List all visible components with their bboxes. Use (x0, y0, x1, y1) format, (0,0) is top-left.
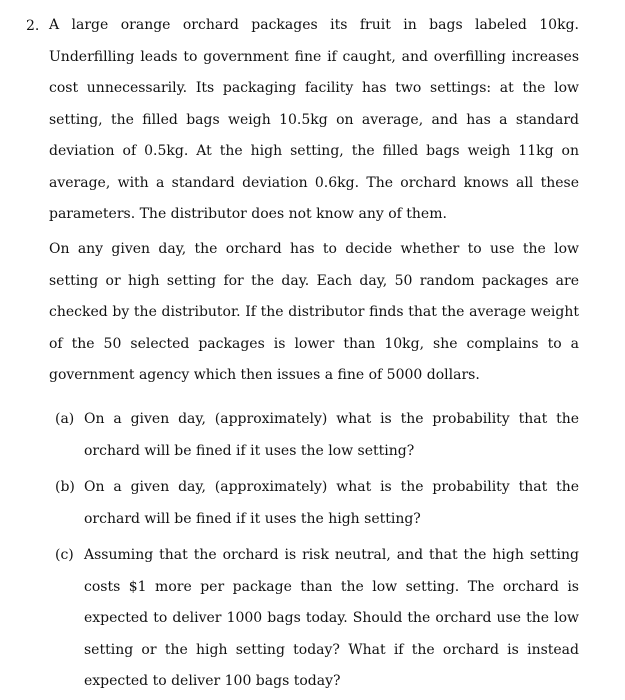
sub-question-c-text (84, 540, 579, 698)
sub-question-b-label: (b) (55, 479, 75, 495)
sub-question-c-body: Assuming that the orchard is risk neutral, and that the high setting costs $1 more per package than the low setting. The orchard is expected to deliver 1000 bags today. Should the orchard use the low setting or the high setting today? What if the orchard is instead expected to deliver 100 bags today? (84, 547, 579, 689)
sub-question-c-label: (c) (55, 547, 74, 563)
problem-number: 2. (26, 18, 40, 34)
sub-question-a-body: On a given day, (approximately) what is the probability that the orchard will be fined if it uses the low setting? (84, 411, 579, 459)
sub-question-b-text (84, 472, 579, 535)
problem-paragraph-1 (49, 10, 579, 231)
paragraph-1-text: A large orange orchard packages its fruit in bags labeled 10kg. Underfilling leads to government fine if caught, and overfilling increases cost unnecessarily. Its packaging facility has two settings: at the low setting, the filled bags weigh 10.5kg on average, and has a standard deviation of 0.5kg. At the high setting, the filled bags weigh 11kg on average, with a standard deviation 0.6kg. The orchard knows all these parameters. The distributor does not know any of them. (49, 17, 579, 222)
problem-paragraph-2 (49, 234, 579, 392)
paragraph-2-text: On any given day, the orchard has to decide whether to use the low setting or high setting for the day. Each day, 50 random packages are checked by the distributor. If the distributor finds that the average weight of the 50 selected packages is lower than 10kg, she complains to a government agency which then issues a fine of 5000 dollars. (49, 241, 579, 383)
sub-question-a-text (84, 404, 579, 467)
sub-question-a-label: (a) (55, 411, 75, 427)
sub-question-b-body: On a given day, (approximately) what is the probability that the orchard will be fined if it uses the high setting? (84, 479, 579, 527)
